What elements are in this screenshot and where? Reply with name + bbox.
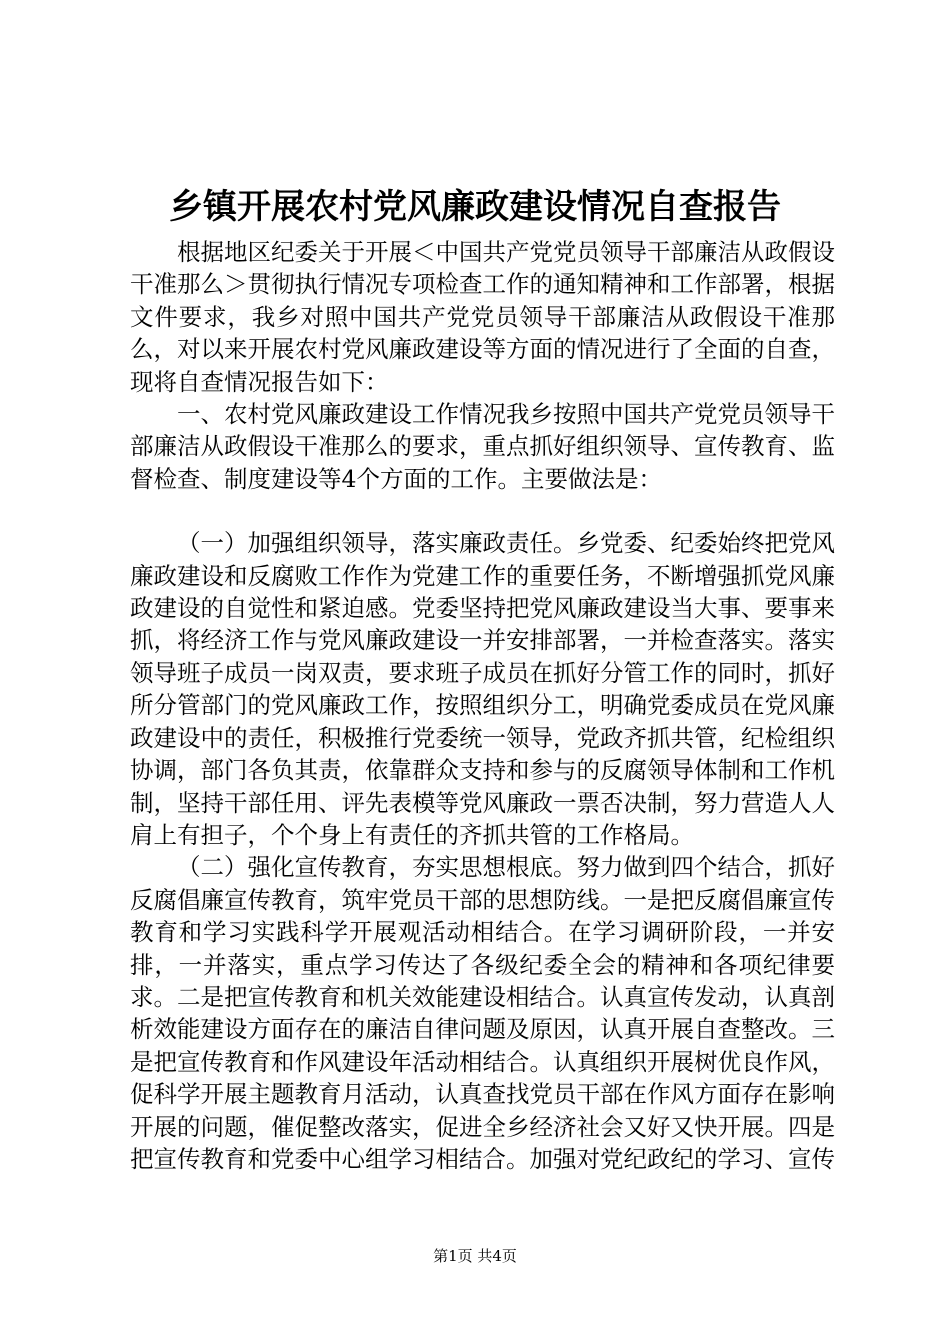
document-title: 乡镇开展农村党风廉政建设情况自查报告 — [169, 187, 781, 227]
document-body — [130, 236, 835, 1175]
paragraph-section-one: 一、农村党风廉政建设工作情况我乡按照中国共产党党员领导干部廉洁从政假设干准那么的要求，重点抓好组织领导、宣传教育、监督检查、制度建设等4个方面的工作。主要做法是： — [130, 400, 835, 493]
paragraph-organization-leadership: （一）加强组织领导，落实廉政责任。乡党委、纪委始终把党风廉政建设和反腐败工作作为党建工作的重要任务，不断增强抓党风廉政建设的自觉性和紧迫感。党委坚持把党风廉政建设当大事、要事来抓，将经济工作与党风廉政建设一并安排部署，一并检查落实。落实领导班子成员一岗双责，要求班子成员在抓好分管工作的同时，抓好所分管部门的党风廉政工作，按照组织分工，明确党委成员在党风廉政建设中的责任，积极推行党委统一领导，党政齐抓共管，纪检组织协调，部门各负其责，依靠群众支持和参与的反腐领导体制和工作机制，坚持干部任用、评先表模等党风廉政一票否决制，努力营造人人肩上有担子，个个身上有责任的齐抓共管的工作格局。 — [130, 529, 835, 849]
page-footer: 第1页 共4页 — [433, 1247, 517, 1265]
paragraph-intro: 根据地区纪委关于开展＜中国共产党党员领导干部廉洁从政假设干准那么＞贯彻执行情况专项检查工作的通知精神和工作部署，根据文件要求，我乡对照中国共产党党员领导干部廉洁从政假设干准那么，对以来开展农村党风廉政建设等方面的情况进行了全面的自查，现将自查情况报告如下： — [130, 238, 835, 396]
paragraph-publicity-education: （二）强化宣传教育，夯实思想根底。努力做到四个结合，抓好反腐倡廉宣传教育，筑牢党员干部的思想防线。一是把反腐倡廉宣传教育和学习实践科学开展观活动相结合。在学习调研阶段，一并安排，一并落实，重点学习传达了各级纪委全会的精神和各项纪律要求。二是把宣传教育和机关效能建设相结合。认真宣传发动，认真剖析效能建设方面存在的廉洁自律问题及原因，认真开展自查整改。三是把宣传教育和作风建设年活动相结合。认真组织开展树优良作风，促科学开展主题教育月活动，认真查找党员干部在作风方面存在影响开展的问题，催促整改落实，促进全乡经济社会又好又快开展。四是把宣传教育和党委中心组学习相结合。加强对党纪政纪的学习、宣传 — [130, 853, 835, 1173]
